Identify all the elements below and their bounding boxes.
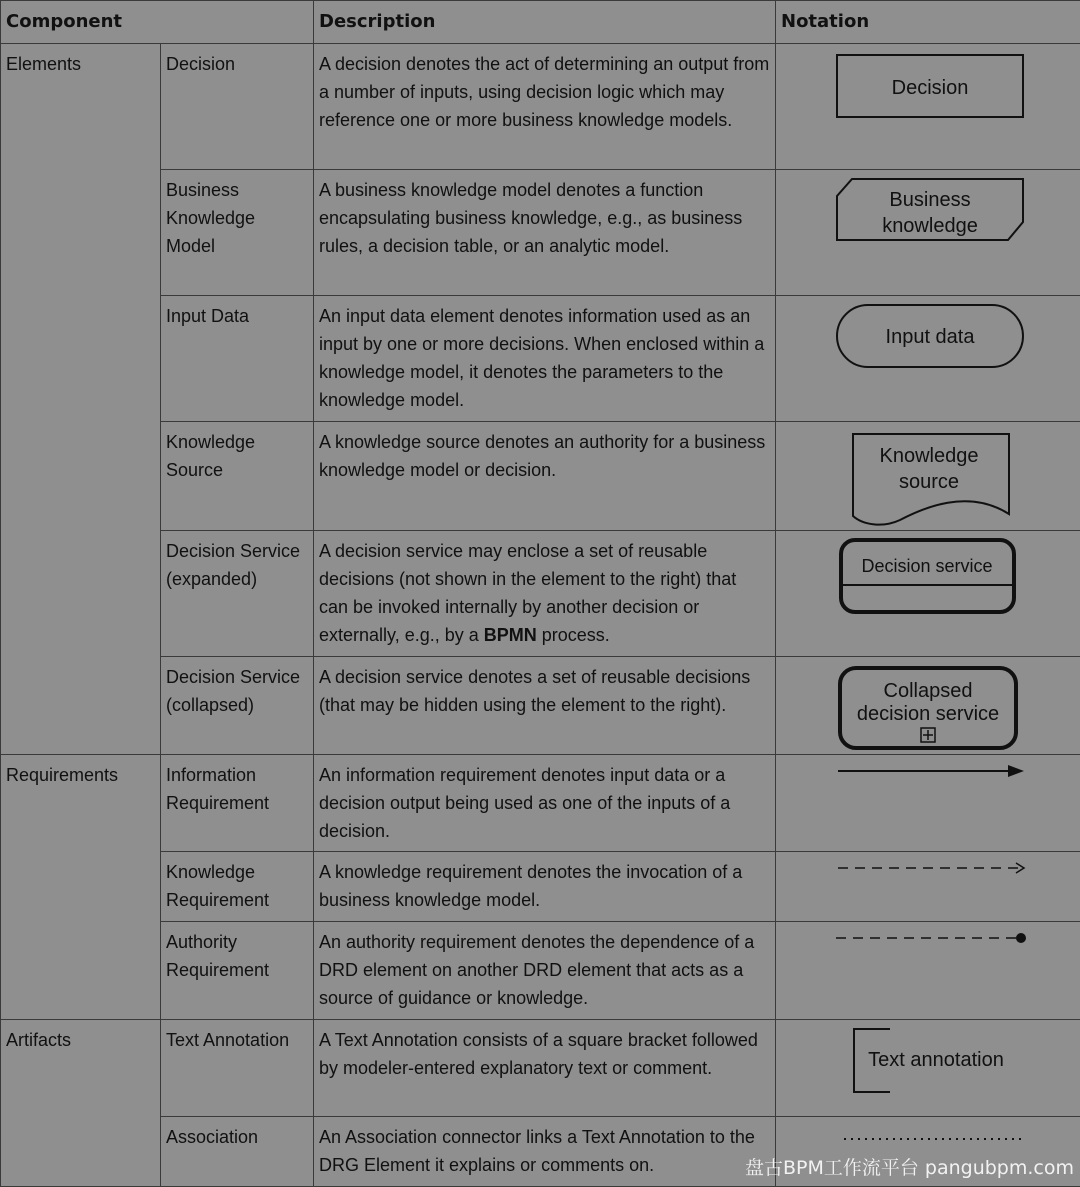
notation-cell <box>776 755 1080 852</box>
notation-label: Decision <box>892 77 969 99</box>
header-component: Component <box>1 1 314 44</box>
table-row <box>1 922 1080 1020</box>
business-knowledge-shape-icon <box>828 176 1028 246</box>
knowledge-source-shape-icon <box>828 428 1028 528</box>
component-name: Association <box>161 1117 314 1187</box>
component-description: An information requirement denotes input data or a decision output being used as one of the inputs of a decision. <box>314 755 776 852</box>
table-row <box>1 170 1080 296</box>
notation-label-line2: knowledge <box>882 215 978 237</box>
component-name: Text Annotation <box>161 1020 314 1117</box>
watermark: 盘古BPM工作流平台 pangubpm.com <box>745 1153 1074 1180</box>
component-description: A Text Annotation consists of a square bracket followed by modeler-entered explanatory text or comment. <box>314 1020 776 1117</box>
component-name: Information Requirement <box>161 755 314 852</box>
notation-label-line1: Collapsed <box>884 680 973 702</box>
table-row <box>1 852 1080 922</box>
group-requirements: Requirements <box>1 755 161 1020</box>
header-notation: Notation <box>776 1 1080 44</box>
text-annotation-bracket-icon <box>828 1026 1028 1096</box>
table-row <box>1 44 1080 170</box>
component-name: Decision Service (collapsed) <box>161 657 314 755</box>
notation-label: Text annotation <box>868 1049 1004 1071</box>
notation-label: Input data <box>886 326 976 348</box>
component-name: Decision <box>161 44 314 170</box>
notation-label-line1: Knowledge <box>880 445 979 467</box>
group-artifacts: Artifacts <box>1 1020 161 1187</box>
component-name: Decision Service (expanded) <box>161 531 314 657</box>
component-description: A decision service denotes a set of reusable decisions (that may be hidden using the element to the right). <box>314 657 776 755</box>
component-description: A knowledge source denotes an authority for a business knowledge model or decision. <box>314 422 776 531</box>
input-data-shape-icon <box>828 302 1028 372</box>
component-name: Knowledge Requirement <box>161 852 314 922</box>
table-row <box>1 422 1080 531</box>
component-name: Knowledge Source <box>161 422 314 531</box>
decision-service-expanded-shape-icon <box>828 537 1028 617</box>
table-row <box>1 657 1080 755</box>
component-description: An Association connector links a Text Annotation to the DRG Element it explains or comments on. <box>314 1117 776 1187</box>
decision-shape-icon <box>828 50 1028 120</box>
notation-cell <box>776 422 1080 531</box>
notation-label-line1: Business <box>889 189 970 211</box>
notation-cell <box>776 44 1080 170</box>
component-description: A business knowledge model denotes a function encapsulating business knowledge, e.g., as business rules, a decision table, or an analytic model. <box>314 170 776 296</box>
solid-arrow-icon <box>828 761 1028 781</box>
group-elements: Elements <box>1 44 161 755</box>
table-row <box>1 296 1080 422</box>
component-name: Business Knowledge Model <box>161 170 314 296</box>
notation-cell <box>776 1020 1080 1117</box>
notation-label: Decision service <box>861 556 992 576</box>
notation-cell <box>776 922 1080 1020</box>
notation-label-line2: decision service <box>857 703 999 725</box>
table-row <box>1 531 1080 657</box>
notation-cell <box>776 296 1080 422</box>
dashed-dot-line-icon <box>828 928 1028 948</box>
component-description: A knowledge requirement denotes the invocation of a business knowledge model. <box>314 852 776 922</box>
notation-cell <box>776 170 1080 296</box>
component-description: An input data element denotes information used as an input by one or more decisions. When enclosed within a knowledge model, it denotes the parameters to the knowledge model. <box>314 296 776 422</box>
notation-cell <box>776 657 1080 755</box>
component-description: A decision denotes the act of determining an output from a number of inputs, using decision logic which may reference one or more business knowledge models. <box>314 44 776 170</box>
dashed-open-arrow-icon <box>828 858 1028 878</box>
table-row <box>1 755 1080 852</box>
table-row <box>1 1020 1080 1117</box>
notation-cell <box>776 531 1080 657</box>
header-description: Description <box>314 1 776 44</box>
component-name: Input Data <box>161 296 314 422</box>
component-name: Authority Requirement <box>161 922 314 1020</box>
component-description: A decision service may enclose a set of reusable decisions (not shown in the element to the right) that can be invoked internally by another decision or externally, e.g., by a BPMN process. <box>314 531 776 657</box>
decision-service-collapsed-shape-icon <box>828 663 1028 753</box>
notation-cell <box>776 852 1080 922</box>
notation-label-line2: source <box>899 471 959 493</box>
component-description: An authority requirement denotes the dependence of a DRD element on another DRD element that acts as a source of guidance or knowledge. <box>314 922 776 1020</box>
dotted-line-icon <box>828 1133 1028 1145</box>
